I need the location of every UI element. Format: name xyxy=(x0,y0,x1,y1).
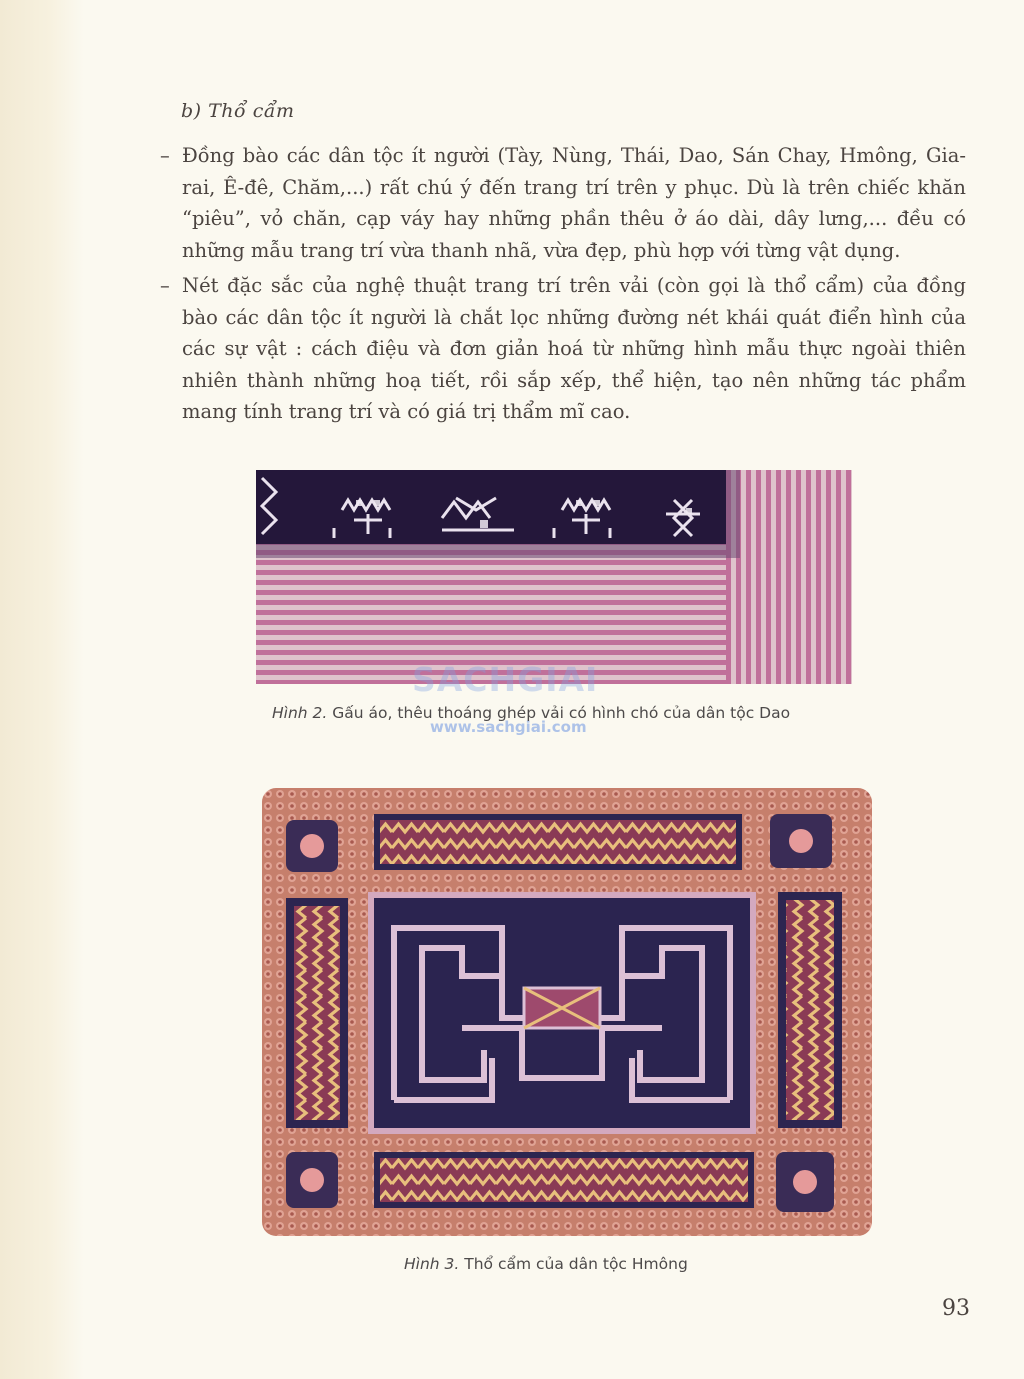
figure-2-label: Hình 2. xyxy=(272,704,328,722)
bullet-text: Nét đặc sắc của nghệ thuật trang trí trên vải (còn gọi là thổ cẩm) của đồng bào các dân tộc ít người là chắt lọc những đường nét khái quát điển hình của các sự vật : cách điệu và đơn giản hoá từ những hình mẫu thực ngoài thiên nhiên thành những hoạ tiết, rồi sắp xếp, thể hiện, tạo nên những tác phẩm mang tính trang trí và có giá trị thẩm mĩ cao. xyxy=(182,274,966,423)
figure-2-caption xyxy=(272,704,790,722)
bullet-paragraph-2 xyxy=(160,270,966,428)
figure-3-text: Thổ cẩm của dân tộc Hmông xyxy=(464,1255,688,1273)
page-binding-edge xyxy=(0,0,84,1379)
bullet-text: Đồng bào các dân tộc ít người (Tày, Nùng, Thái, Dao, Sán Chay, Hmông, Gia-rai, Ê-đê, Chăm,...) rất chú ý đến trang trí trên y phục. Dù là trên chiếc khăn “piêu”, vỏ chăn, cạp váy hay những phần thêu ở áo dài, dây lưng,... đều có những mẫu trang trí vừa thanh nhã, vừa đẹp, phù hợp với từng vật dụng. xyxy=(182,144,966,262)
page-number: 93 xyxy=(942,1296,970,1321)
bullet-dash: – xyxy=(160,144,170,167)
bullet-paragraph-1 xyxy=(160,140,966,266)
figure-3-hmong-brocade-photo xyxy=(262,788,872,1236)
figure-2-dao-hem-photo xyxy=(256,470,852,684)
bullet-list xyxy=(160,140,966,432)
figure-3-label: Hình 3. xyxy=(404,1255,460,1273)
watermark-url: www.sachgiai.com xyxy=(430,718,587,736)
figure-3-caption xyxy=(404,1255,688,1273)
bullet-dash: – xyxy=(160,274,170,297)
section-title: b) Thổ cẩm xyxy=(181,100,295,122)
watermark-brand: SACHGIAI xyxy=(412,660,599,699)
figure-2-text: Gấu áo, thêu thoáng ghép vải có hình chó của dân tộc Dao xyxy=(332,704,791,722)
